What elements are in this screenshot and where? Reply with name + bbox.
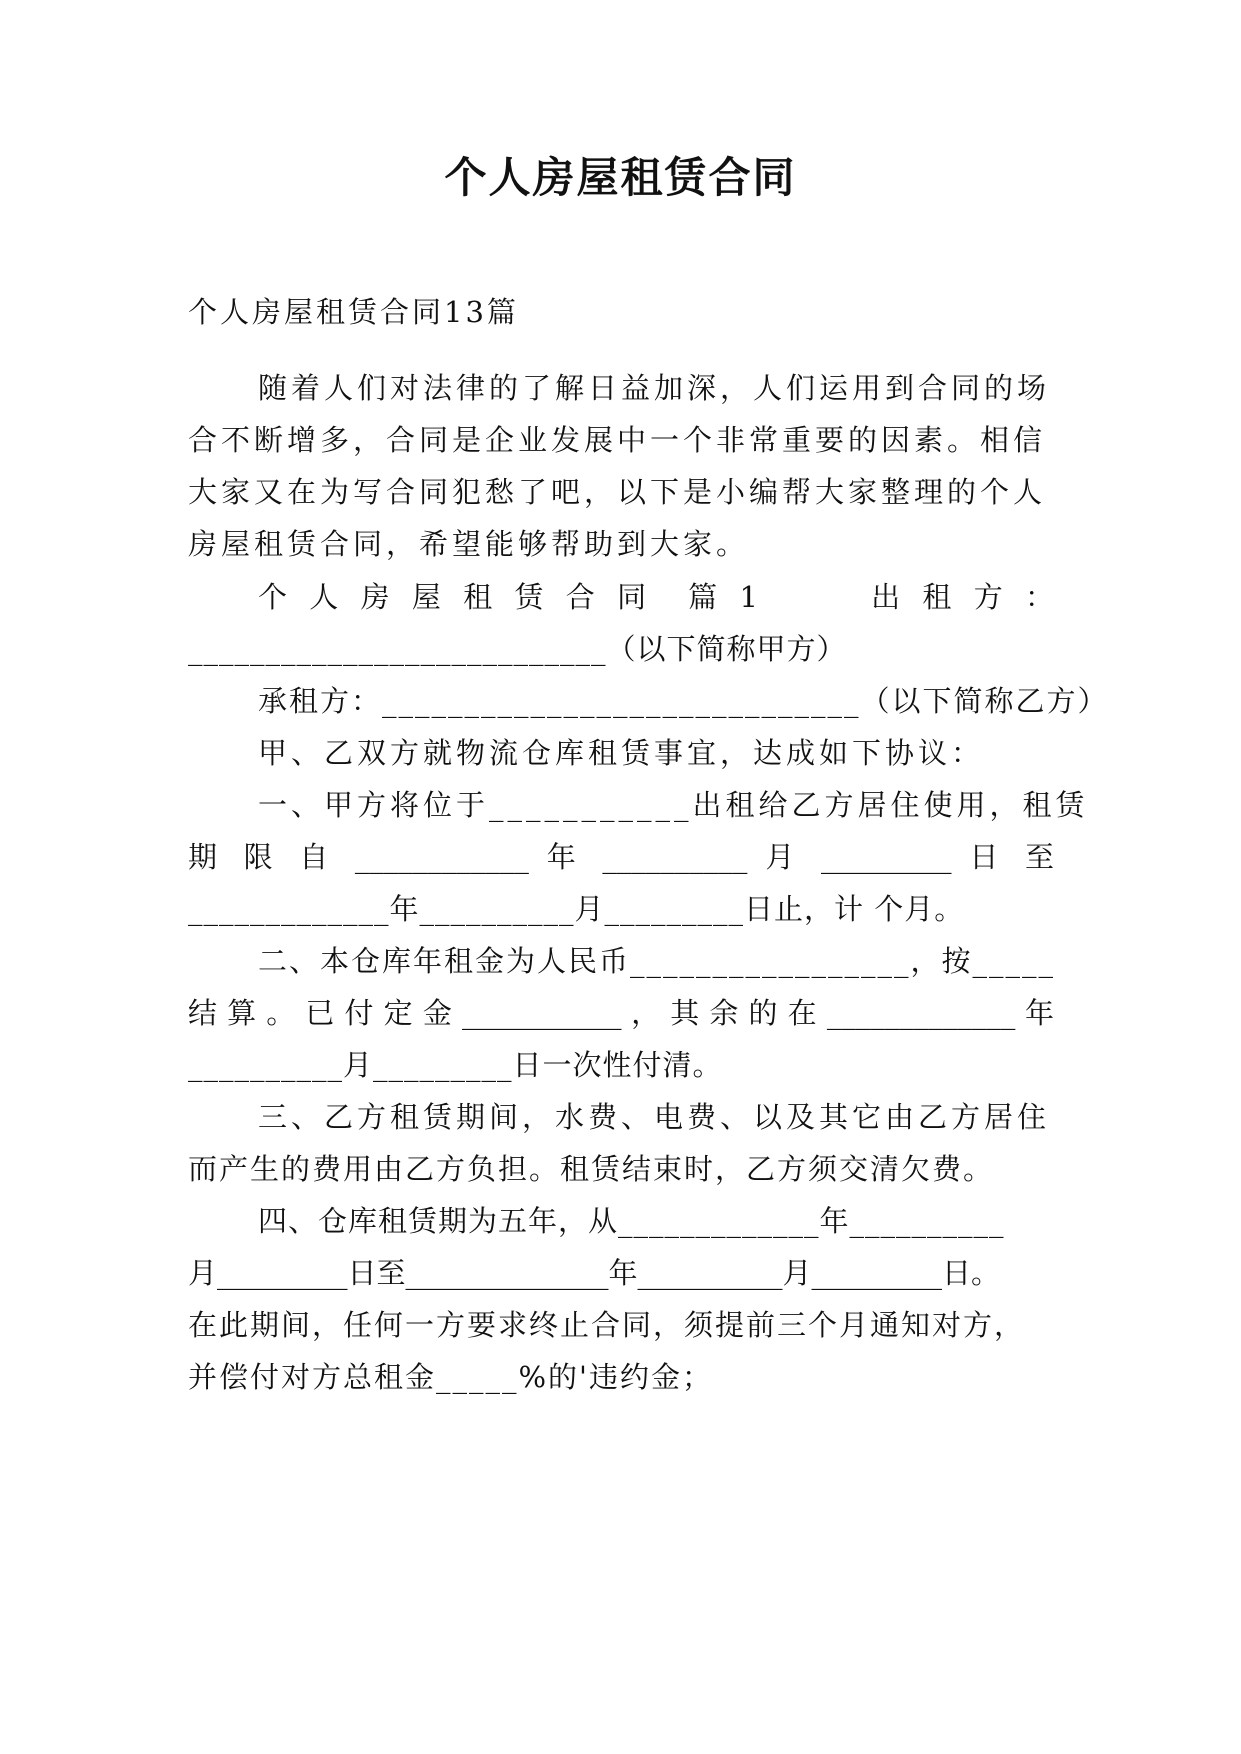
paragraph-line: 随着人们对法律的了解日益加深，人们运用到合同的场 — [258, 371, 1051, 405]
paragraph-line: 承租方：_____________________________（以下简称乙方） — [258, 684, 1109, 718]
paragraph-line: 期 限 自 ____________ 年 __________ 月 _________ 日 至 — [188, 840, 1054, 874]
paragraph-line: 并偿付对方总租金_____%的'违约金； — [188, 1360, 714, 1394]
paragraph-line: 二、本仓库年租金为人民币_________________，按_____ — [258, 944, 1056, 978]
paragraph-line: 合不断增多，合同是企业发展中一个非常重要的因素。相信 — [188, 423, 1047, 457]
paragraph-line: 三、乙方租赁期间，水费、电费、以及其它由乙方居住 — [258, 1100, 1051, 1134]
paragraph-line: 结 算 。 已 付 定 金 ___________ ， 其 余 的 在 _____________ 年 — [188, 996, 1054, 1030]
document-title: 个人房屋租赁合同 — [444, 153, 797, 202]
paragraph-line: 房屋租赁合同，希望能够帮助到大家。 — [188, 527, 750, 561]
paragraph-line: 一、甲方将位于___________出租给乙方居住使用，租赁 — [258, 788, 1089, 822]
paragraph-line: __________月_________日一次性付清。 — [188, 1048, 723, 1082]
paragraph-line: 月_________日至______________年__________月_________日。 — [188, 1256, 1001, 1290]
section-heading-line: 个 人 房 屋 租 赁 合 同 篇 1 出 租 方 ： — [258, 580, 1054, 614]
paragraph-line: 在此期间，任何一方要求终止合同，须提前三个月通知对方， — [188, 1308, 1026, 1342]
paragraph-line: 而产生的费用由乙方负担。租赁结束时，乙方须交清欠费。 — [188, 1152, 995, 1186]
paragraph-line: _____________年__________月_________日止，计 个月。 — [188, 892, 965, 926]
paragraph-line: 四、仓库租赁期为五年，从_____________年__________ — [258, 1204, 1005, 1238]
paragraph-line: 大家又在为写合同犯愁了吧，以下是小编帮大家整理的个人 — [188, 475, 1047, 509]
document-subtitle: 个人房屋租赁合同13篇 — [188, 295, 519, 329]
paragraph-line: 甲、乙双方就物流仓库租赁事宜，达成如下协议： — [258, 736, 985, 770]
paragraph-line: ___________________________（以下简称甲方） — [188, 632, 847, 666]
